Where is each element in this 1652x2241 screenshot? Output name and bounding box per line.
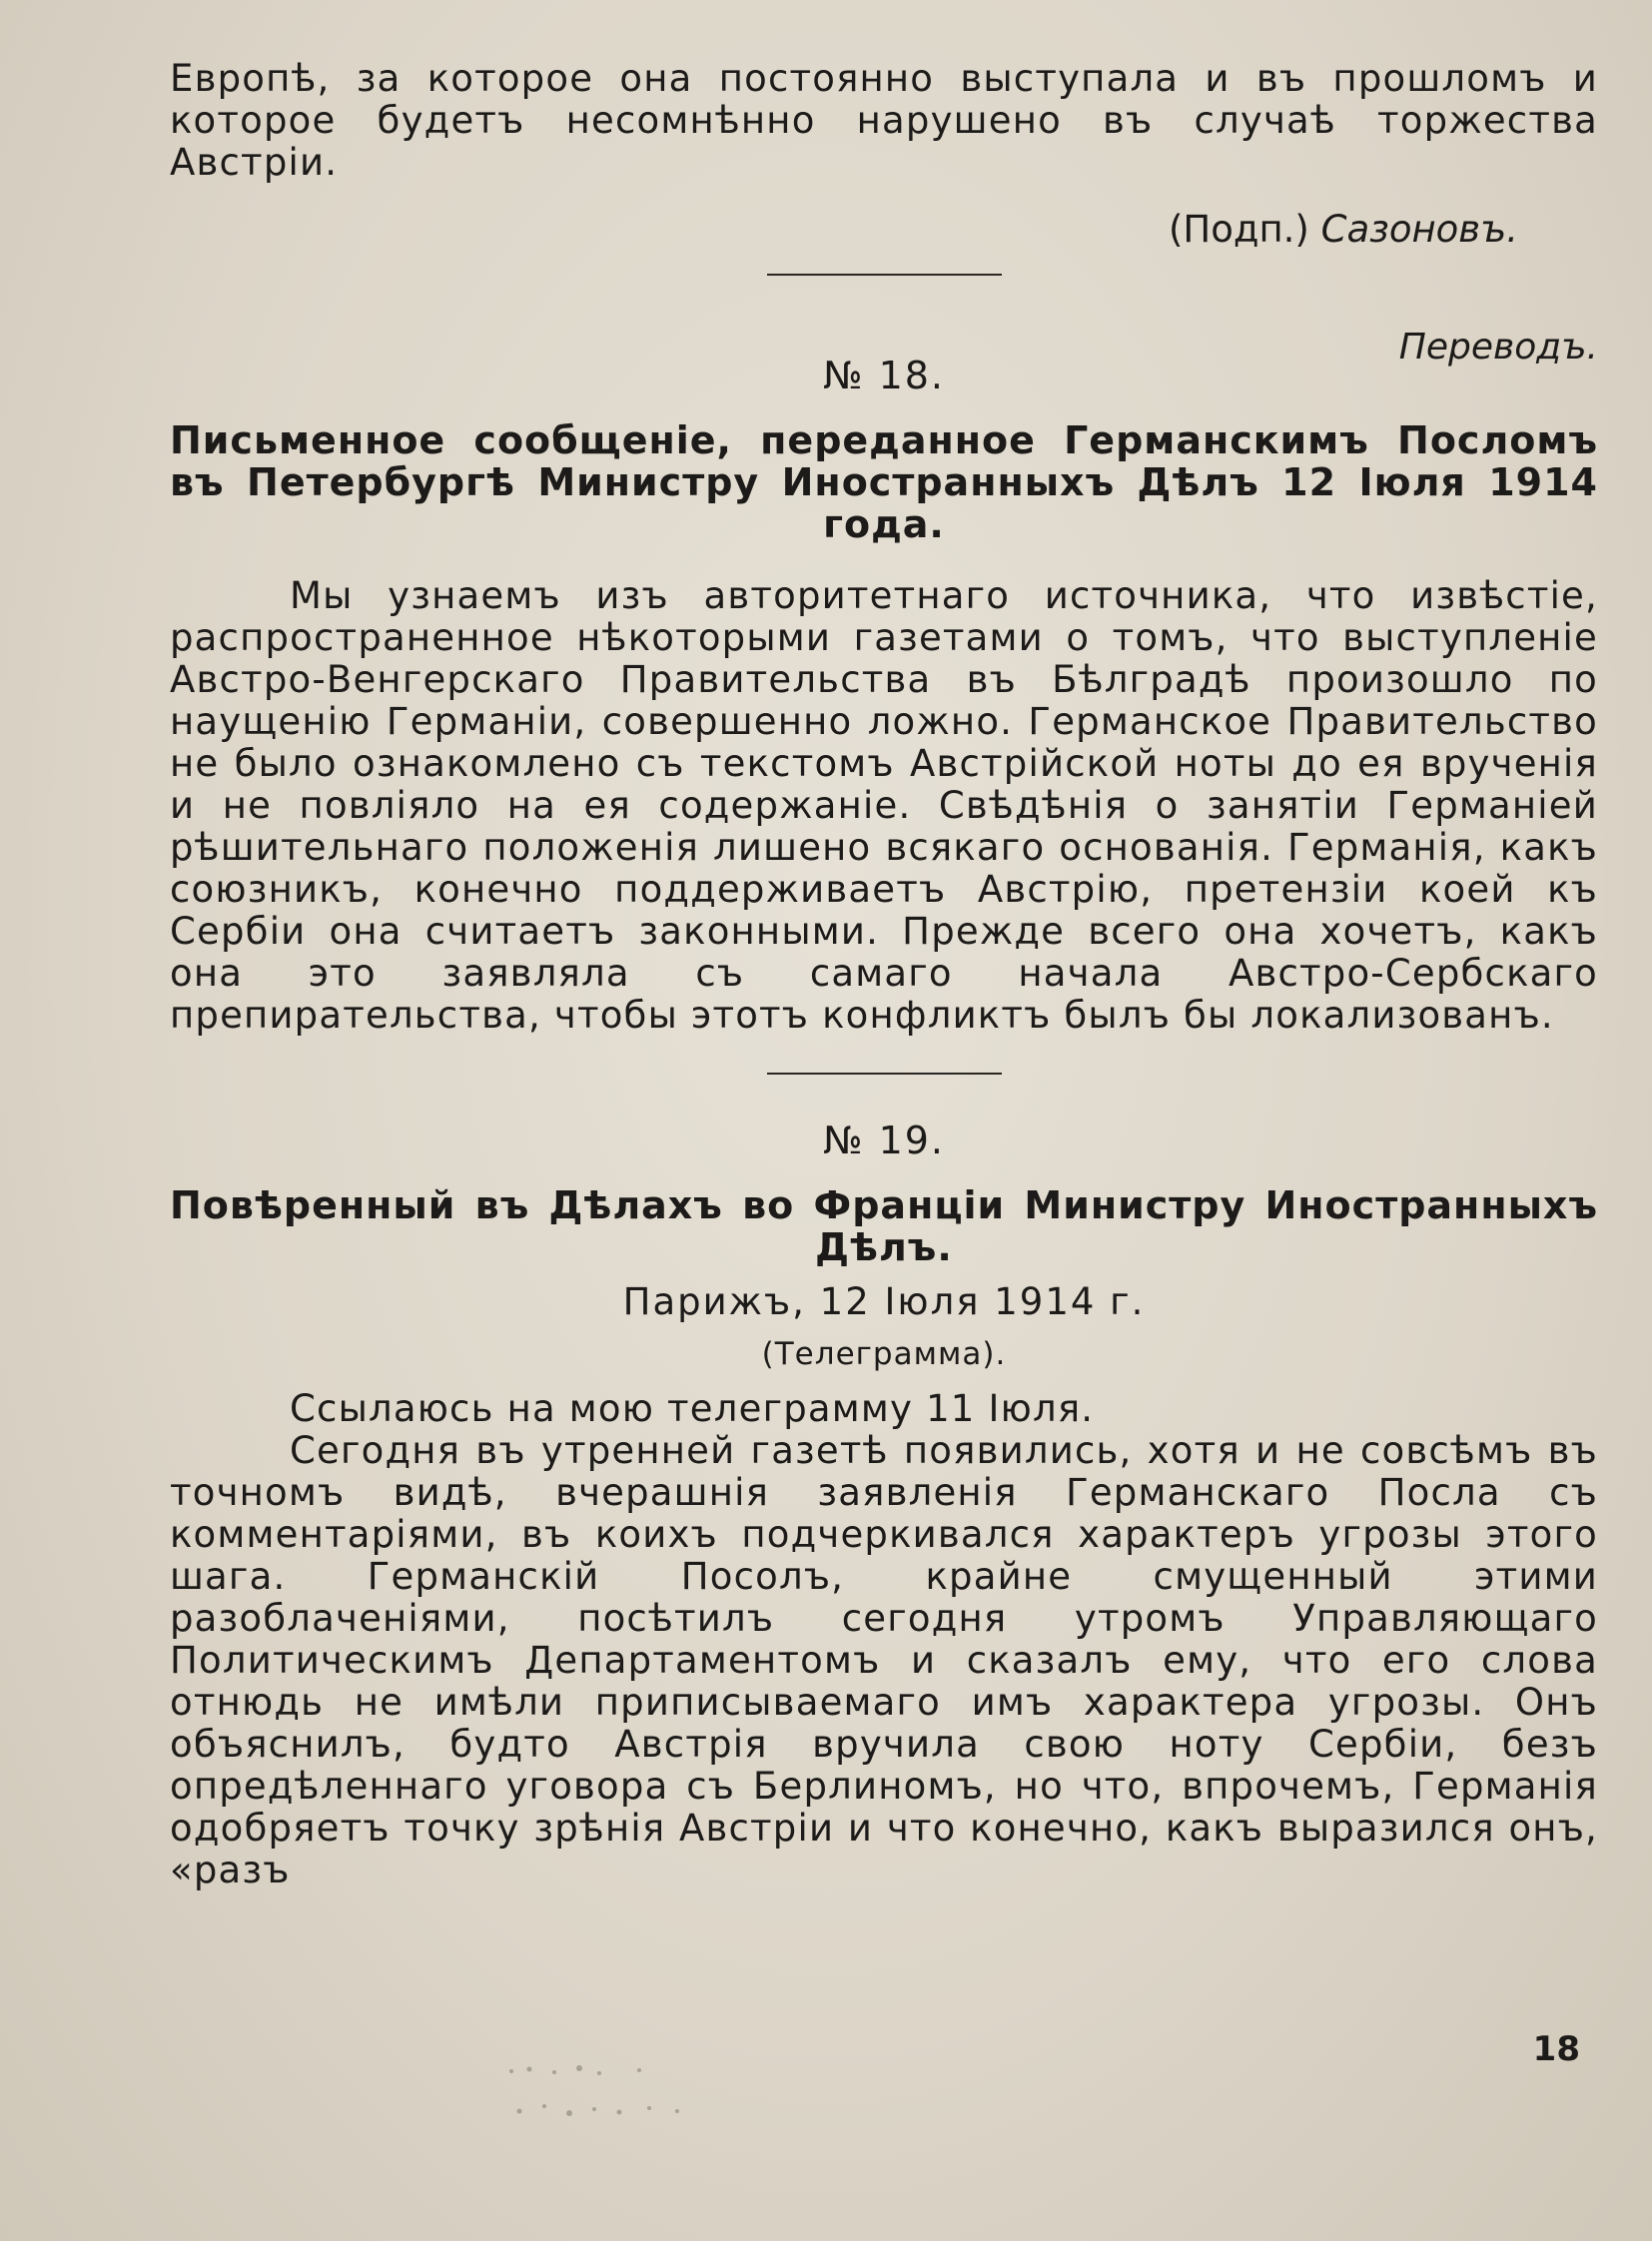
doc-18-heading: Письменное сообщеніе, переданное Германскимъ Посломъ въ Петербургѣ Министру Иностранныхъ Дѣлъ 12 Іюля 1914 года. — [170, 418, 1598, 546]
signature-name: Сазоновъ. — [1320, 208, 1518, 251]
doc-18-number: № 18. — [822, 354, 946, 397]
doc-19-telegram-mark: (Телеграмма). — [761, 1336, 1007, 1372]
faded-stamp-mark — [499, 2051, 729, 2131]
doc-19-heading: Повѣренный въ Дѣлахъ во Франціи Министру Иностранныхъ Дѣлъ. — [170, 1183, 1598, 1269]
doc-19-place-date: Парижъ, 12 Іюля 1914 г. — [622, 1280, 1146, 1323]
doc-19-number: № 19. — [822, 1119, 946, 1162]
section-divider — [767, 1073, 1002, 1075]
doc-18-body: Мы узнаемъ изъ авторитетнаго источника, что извѣстіе, распространенное нѣкоторыми газетами о томъ, что выступленіе Австро-Венгерскаго Правительства въ Бѣлградѣ произошло по наущенію Германіи, совершенно ложно. Германское Правительство не было ознакомлено съ текстомъ Австрійской ноты до ея врученія и не повліяло на ея содержаніе. Свѣдѣнія о занятіи Германіей рѣшительнаго положенія лишено всякаго основанія. Германія, какъ союзникъ, конечно поддерживаетъ Австрію, претензіи коей къ Сербіи она считаетъ законными. Прежде всего она хочетъ, какъ она это заявляла съ самаго начала Австро-Сербскаго препирательства, чтобы этотъ конфликтъ былъ бы локализованъ. — [170, 574, 1598, 1037]
signature-line — [170, 208, 1518, 252]
page-number: 18 — [1532, 2029, 1580, 2069]
continuation-paragraph: Европѣ, за которое она постоянно выступала и въ прошломъ и которое будетъ несомнѣнно нарушено въ случаѣ торжества Австріи. — [170, 57, 1598, 184]
doc-19-paragraph-2: Сегодня въ утренней газетѣ появились, хотя и не совсѣмъ въ точномъ видѣ, вчерашнія заявленія Германскаго Посла съ комментаріями, въ коихъ подчеркивался характеръ угрозы этого шага. Германскій Посолъ, крайне смущенный этими разоблаченіями, посѣтилъ сегодня утромъ Управляющаго Политическимъ Департаментомъ и сказалъ ему, что его слова отнюдь не имѣли приписываемаго имъ характера угрозы. Онъ объяснилъ, будто Австрія вручила свою ноту Сербіи, безъ опредѣленнаго уговора съ Берлиномъ, но что, впрочемъ, Германія одобряетъ точку зрѣнія Австріи и что конечно, какъ выразился онъ, «разъ — [170, 1429, 1598, 1891]
doc-19-paragraph-1: Ссылаюсь на мою телеграмму 11 Іюля. — [290, 1387, 1095, 1430]
section-divider — [767, 274, 1002, 276]
translation-note: Переводъ. — [1398, 327, 1598, 368]
signature-prefix: (Подп.) — [1169, 208, 1309, 251]
text-column — [170, 58, 1598, 1891]
